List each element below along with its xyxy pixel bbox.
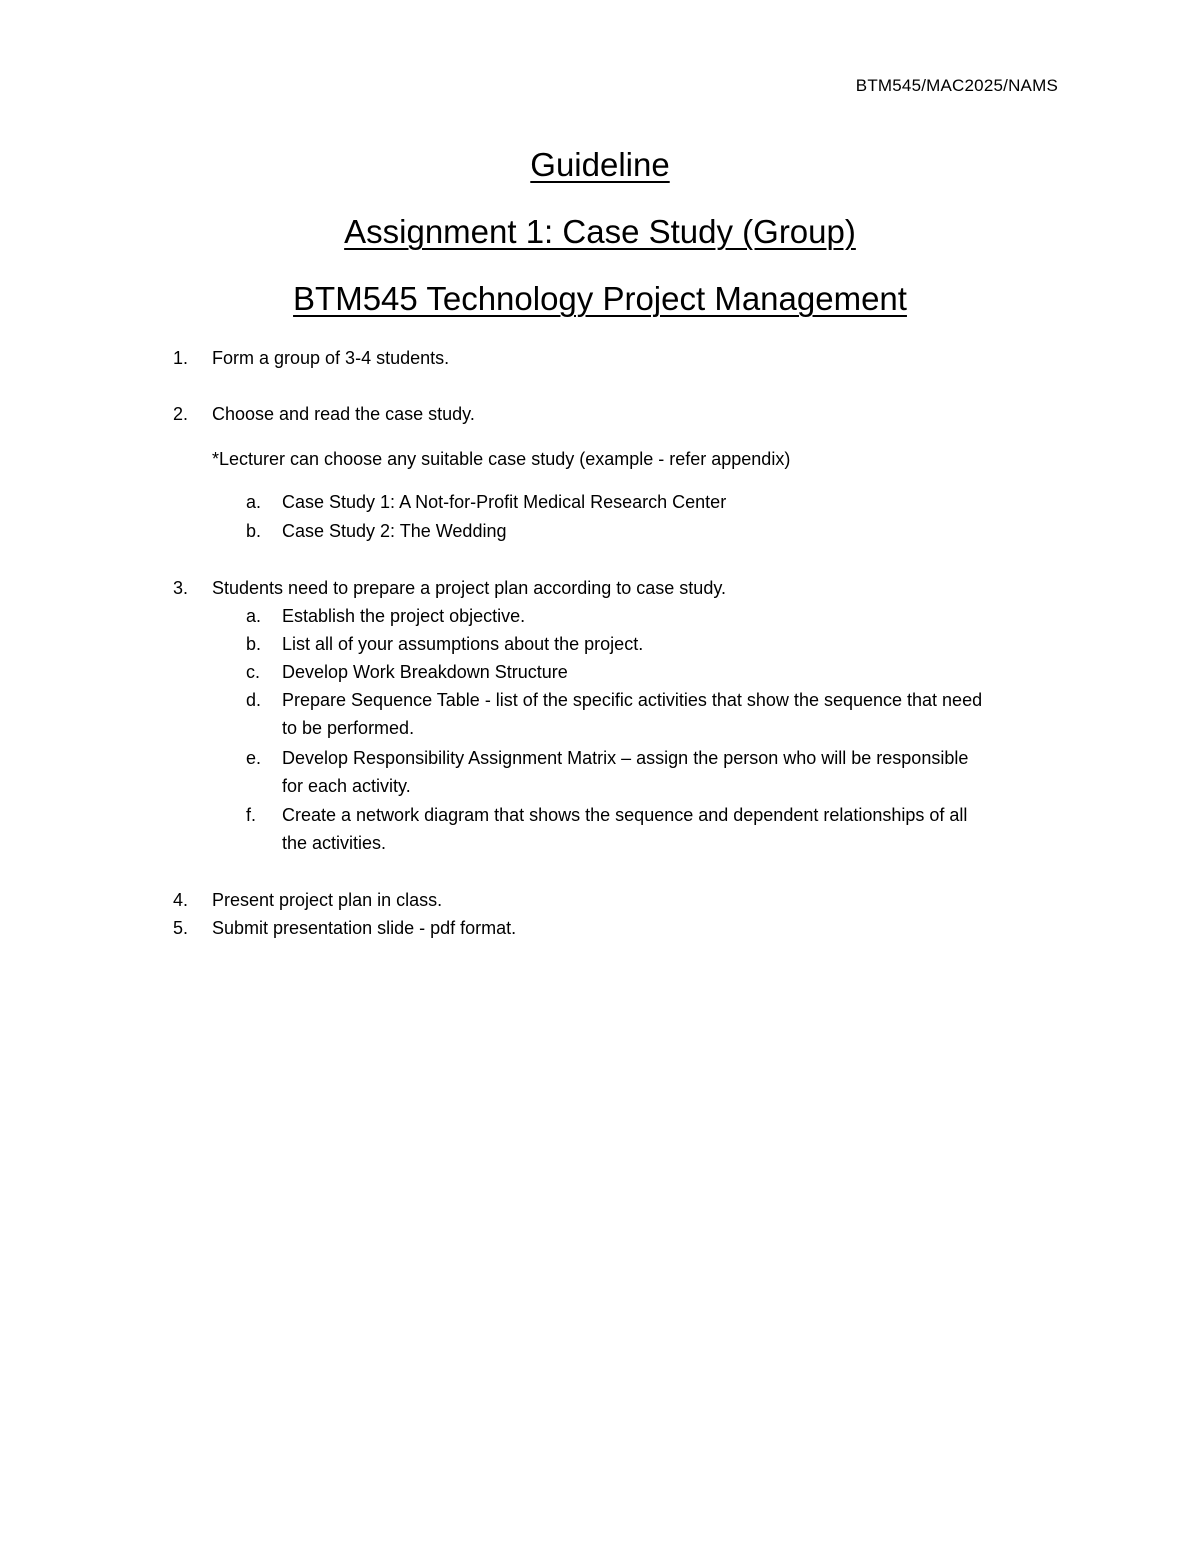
sub-text: Develop Responsibility Assignment Matrix – assign the person who will be responsible <box>282 748 969 768</box>
sub-text: Prepare Sequence Table - list of the specific activities that show the sequence that need <box>282 690 983 710</box>
sub-letter: a. <box>246 492 262 512</box>
guideline-title: Guideline <box>530 146 670 183</box>
sub-letter: d. <box>246 690 262 710</box>
list-text: Choose and read the case study. <box>212 404 475 424</box>
sub-text: Create a network diagram that shows the sequence and dependent relationships of all <box>282 805 968 825</box>
sub-text: List all of your assumptions about the project. <box>282 634 644 654</box>
sub-text-continuation: to be performed. <box>282 718 415 738</box>
list-number: 4. <box>173 890 189 910</box>
list-number: 5. <box>173 918 189 938</box>
sub-text: Establish the project objective. <box>282 606 526 626</box>
lecturer-note: *Lecturer can choose any suitable case study (example - refer appendix) <box>212 449 791 469</box>
sub-text: Develop Work Breakdown Structure <box>282 662 568 682</box>
sub-letter: c. <box>246 662 261 682</box>
list-text: Submit presentation slide - pdf format. <box>212 918 517 938</box>
list-number: 1. <box>173 348 189 368</box>
assignment-title: Assignment 1: Case Study (Group) <box>344 213 856 250</box>
sub-text: Case Study 1: A Not-for-Profit Medical Research Center <box>282 492 727 512</box>
course-title: BTM545 Technology Project Management <box>293 280 907 317</box>
list-number: 2. <box>173 404 189 424</box>
sub-letter: b. <box>246 634 262 654</box>
sub-letter: f. <box>246 805 257 825</box>
list-text: Form a group of 3-4 students. <box>212 348 450 368</box>
sub-text-continuation: the activities. <box>282 833 387 853</box>
sub-letter: e. <box>246 748 262 768</box>
list-number: 3. <box>173 578 189 598</box>
sub-text-continuation: for each activity. <box>282 776 411 796</box>
sub-text: Case Study 2: The Wedding <box>282 521 507 541</box>
list-text: Present project plan in class. <box>212 890 443 910</box>
header-code: BTM545/MAC2025/NAMS <box>855 76 1058 95</box>
list-text: Students need to prepare a project plan according to case study. <box>212 578 726 598</box>
sub-letter: a. <box>246 606 262 626</box>
sub-letter: b. <box>246 521 262 541</box>
